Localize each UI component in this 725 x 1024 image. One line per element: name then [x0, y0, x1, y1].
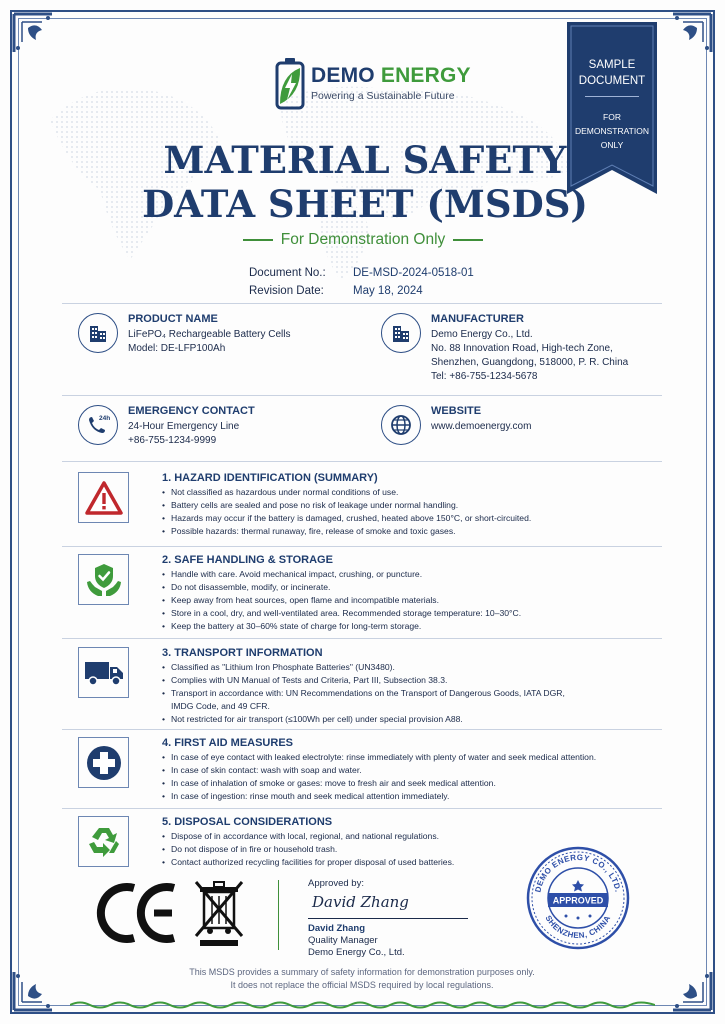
truck-icon — [78, 647, 129, 698]
emergency-heading: EMERGENCY CONTACT — [128, 405, 255, 417]
signature-divider — [278, 880, 279, 950]
section-list — [162, 751, 596, 803]
signer-name: David Zhang — [308, 923, 366, 934]
stamp-bottom-text: SHENZHEN, CHINA — [543, 913, 613, 941]
list-item: • Transport in accordance with: UN Recommendations on the Transport of Dangerous Goods, IATA DGR, IMDG Code, and 49 CFR. — [162, 687, 582, 713]
ribbon-line4: DEMONSTRATION — [575, 126, 649, 136]
website-url[interactable]: www.demoenergy.com — [431, 421, 532, 432]
product-block — [78, 313, 291, 356]
list-item: • Do not disassemble, modify, or incinerate. — [162, 581, 521, 594]
stamp-top-text: DEMO ENERGY CO., LTD. — [533, 852, 623, 894]
battery-leaf-logo-icon — [275, 56, 305, 110]
list-item: • Store in a cool, dry, and well-ventilated area. Recommended storage temperature: 10–30°C. — [162, 607, 521, 620]
bottom-border-ornament — [70, 1000, 655, 1010]
brand-name-part1: DEMO — [311, 64, 375, 87]
manufacturer-heading: MANUFACTURER — [431, 313, 524, 325]
list-item: • Battery cells are sealed and pose no risk of leakage under normal handling. — [162, 499, 531, 512]
list-item: • Possible hazards: thermal runaway, fire, release of smoke and toxic gases. — [162, 525, 531, 538]
stamp-center-text: APPROVED — [552, 895, 604, 906]
section-heading: 3. TRANSPORT INFORMATION — [162, 647, 323, 659]
divider — [62, 461, 662, 462]
section-safe-handling — [78, 554, 668, 633]
warning-triangle-icon — [78, 472, 129, 523]
divider — [62, 546, 662, 547]
ribbon-line2: DOCUMENT — [578, 75, 646, 87]
phone-24h-icon — [78, 405, 118, 445]
list-item: • Handle with care. Avoid mechanical impact, crushing, or puncture. — [162, 568, 521, 581]
list-item: • In case of ingestion: rinse mouth and seek medical attention immediately. — [162, 790, 596, 803]
ce-mark-icon — [101, 887, 174, 939]
list-item: • Complies with UN Manual of Tests and Criteria, Part III, Subsection 38.3. — [162, 674, 582, 687]
list-item: • In case of inhalation of smoke or gases: move to fresh air and seek medical attention. — [162, 777, 596, 790]
manufacturer-block — [381, 313, 628, 384]
divider — [62, 303, 662, 304]
globe-icon — [381, 405, 421, 445]
factory-building-icon — [381, 313, 421, 353]
divider — [62, 729, 662, 730]
list-item: • Not restricted for air transport (≤100Wh per cell) under special provision A88. — [162, 713, 582, 726]
list-item: • Hazards may occur if the battery is damaged, crushed, heated above 150°C, or short-circuited. — [162, 512, 531, 525]
section-list — [162, 661, 582, 726]
emergency-block — [78, 405, 255, 448]
shield-hands-icon — [78, 554, 129, 605]
signer-block — [308, 923, 405, 959]
website-heading: WEBSITE — [431, 405, 482, 417]
page-subtitle — [230, 231, 496, 249]
building-icon — [78, 313, 118, 353]
website-block — [381, 405, 531, 445]
subtitle-rule-right — [453, 239, 483, 241]
signer-role: Quality Manager — [308, 935, 378, 946]
ribbon-divider — [585, 96, 639, 97]
product-name: LiFePO₄ Rechargeable Battery Cells — [128, 329, 291, 340]
footer-line2: It does not replace the official MSDS required by local regulations. — [230, 980, 494, 990]
divider — [62, 808, 662, 809]
brand-tagline: Powering a Sustainable Future — [311, 90, 455, 102]
list-item: • Classified as "Lithium Iron Phosphate Batteries" (UN3480). — [162, 661, 582, 674]
section-list — [162, 830, 454, 869]
approved-seal-stamp — [526, 846, 630, 950]
ribbon-line1: SAMPLE — [588, 59, 636, 71]
title-line1: MATERIAL SAFETY — [163, 138, 567, 182]
section-heading: 1. HAZARD IDENTIFICATION (SUMMARY) — [162, 472, 378, 484]
corner-ornament-icon — [659, 958, 713, 1012]
title-line2: DATA SHEET (MSDS) — [142, 182, 588, 226]
emergency-phone: +86-755-1234-9999 — [128, 435, 217, 446]
list-item: • Keep away from heat sources, open flame and incompatible materials. — [162, 594, 521, 607]
emergency-line-label: 24-Hour Emergency Line — [128, 421, 240, 432]
corner-ornament-icon — [12, 958, 66, 1012]
list-item: • In case of eye contact with leaked electrolyte: rinse immediately with plenty of water and seek medical attention. — [162, 751, 596, 764]
footer-disclaimer — [62, 966, 662, 992]
section-heading: 2. SAFE HANDLING & STORAGE — [162, 554, 333, 566]
ribbon-line5: ONLY — [600, 140, 624, 150]
signer-company: Demo Energy Co., Ltd. — [308, 947, 405, 958]
brand-logo — [275, 56, 471, 110]
section-list — [162, 486, 531, 538]
divider — [62, 638, 662, 639]
list-item: • Do not dispose of in fire or household trash. — [162, 843, 454, 856]
section-list — [162, 568, 521, 633]
list-item: • Contact authorized recycling facilities for proper disposal of used batteries. — [162, 856, 454, 869]
list-item: • Not classified as hazardous under normal conditions of use. — [162, 486, 531, 499]
ribbon-line3: FOR — [603, 112, 621, 122]
phone-24h-label: 24h — [99, 415, 111, 422]
approved-by-label: Approved by: — [308, 878, 364, 889]
recycle-icon — [78, 816, 129, 867]
subtitle-rule-left — [243, 239, 273, 241]
revision-date-label: Revision Date: — [249, 285, 324, 297]
corner-ornament-icon — [659, 12, 713, 66]
list-item: • Dispose of in accordance with local, regional, and national regulations. — [162, 830, 454, 843]
section-heading: 4. FIRST AID MEASURES — [162, 737, 293, 749]
section-hazard-identification — [78, 472, 668, 538]
revision-date-value: May 18, 2024 — [353, 285, 423, 297]
manufacturer-address2: Shenzhen, Guangdong, 518000, P. R. China — [431, 357, 629, 368]
footer-line1: This MSDS provides a summary of safety information for demonstration purposes only. — [189, 967, 535, 977]
section-heading: 5. DISPOSAL CONSIDERATIONS — [162, 816, 333, 828]
product-model: Model: DE-LFP100Ah — [128, 343, 226, 354]
brand-name-part2: ENERGY — [380, 64, 471, 87]
signature: David Zhang — [312, 893, 409, 911]
list-item: • In case of skin contact: wash with soap and water. — [162, 764, 596, 777]
document-number-value: DE-MSD-2024-0518-01 — [353, 267, 474, 279]
page-title — [120, 138, 610, 226]
manufacturer-address1: No. 88 Innovation Road, High-tech Zone, — [431, 343, 613, 354]
list-item: • Keep the battery at 30–60% state of charge for long-term storage. — [162, 620, 521, 633]
compliance-marks — [96, 878, 256, 953]
manufacturer-company: Demo Energy Co., Ltd. — [431, 329, 533, 340]
document-info — [249, 264, 474, 300]
product-heading: PRODUCT NAME — [128, 313, 218, 325]
subtitle-text: For Demonstration Only — [280, 231, 446, 248]
section-transport-information — [78, 647, 668, 726]
star-icon — [572, 880, 584, 892]
signature-line — [308, 918, 468, 919]
first-aid-cross-icon — [78, 737, 129, 788]
brand-name — [311, 64, 471, 88]
crossed-bin-icon — [196, 882, 242, 946]
section-first-aid — [78, 737, 668, 803]
corner-ornament-icon — [12, 12, 66, 66]
divider — [62, 395, 662, 396]
document-number-label: Document No.: — [249, 267, 326, 279]
manufacturer-phone: Tel: +86-755-1234-5678 — [431, 371, 538, 382]
